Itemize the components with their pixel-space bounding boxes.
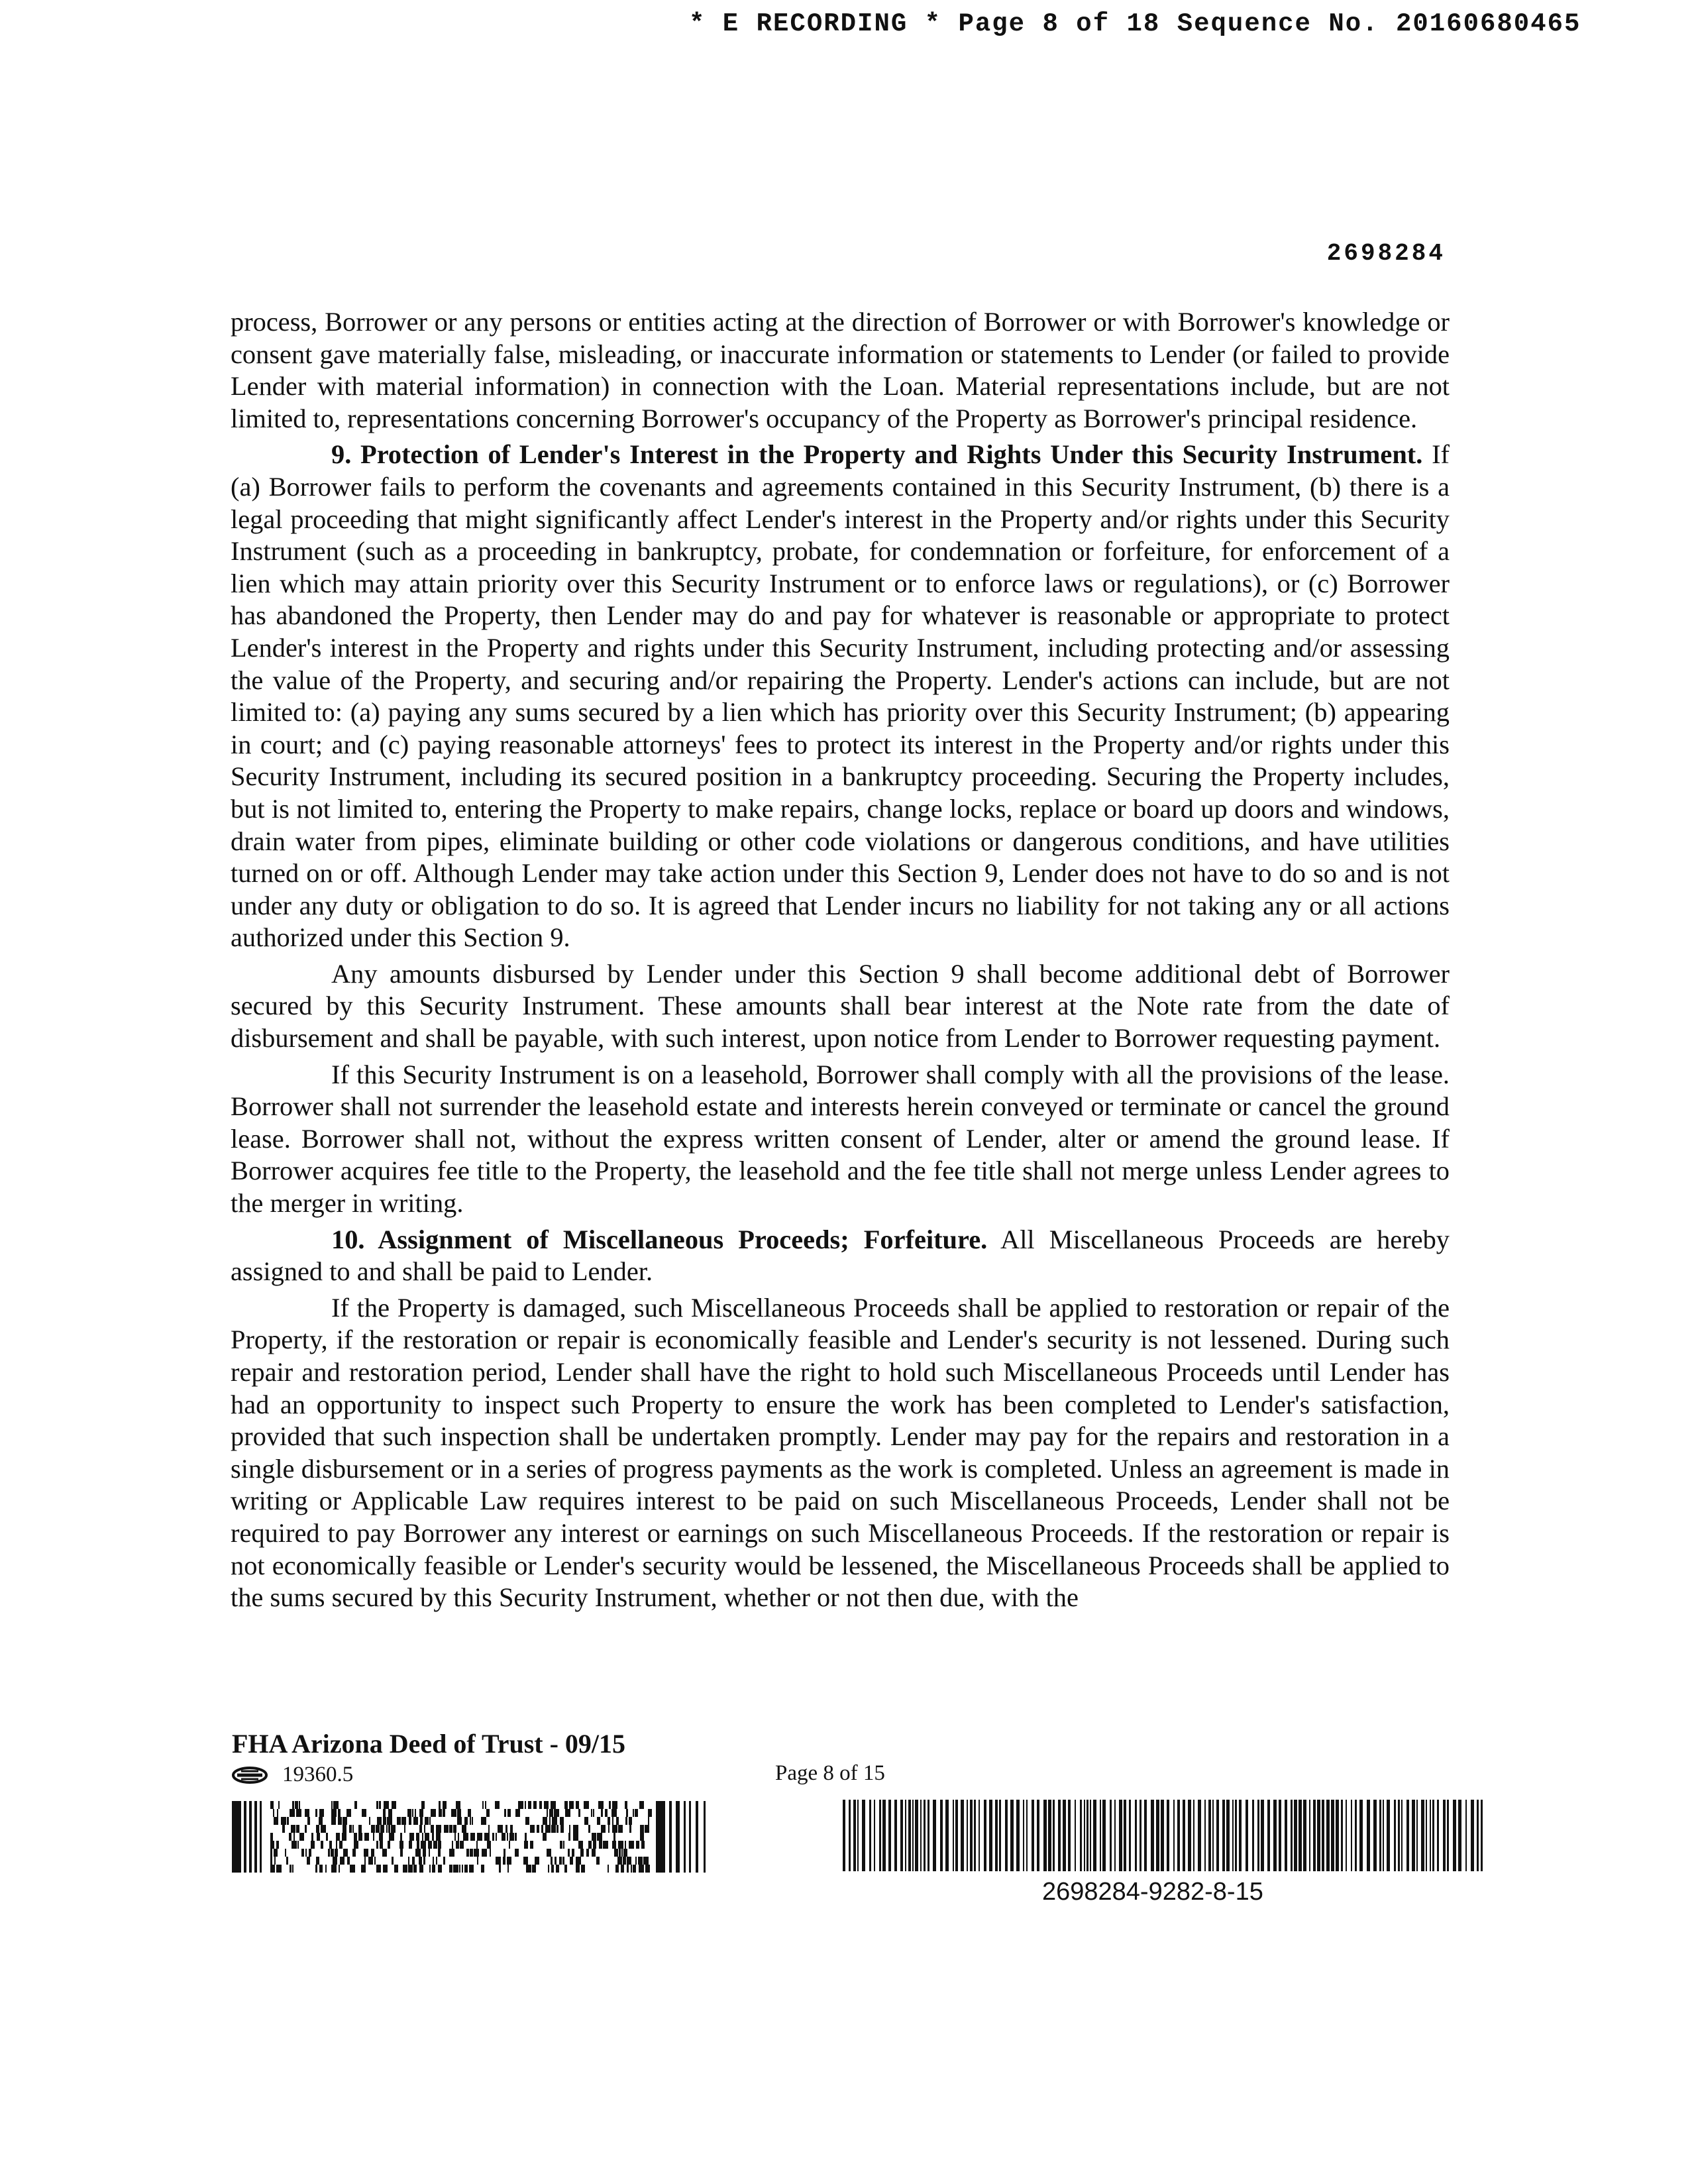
form-code: 19360.5	[282, 1763, 354, 1786]
paragraph-text: All Miscellaneous Proceeds are hereby assigned to and shall be paid to Lender.	[231, 1224, 1450, 1287]
pdf417-barcode	[232, 1801, 722, 1873]
ellie-mae-logo-icon	[232, 1767, 268, 1784]
section-9-paragraph	[231, 439, 1450, 954]
paragraph-text: If (a) Borrower fails to perform the covenants and agreements contained in this Security Instrument, (b) there is a legal proceeding that might significantly affect Lender's interest in the Property and/or rights under this Security Instrument (such as a proceeding in bankruptcy, probate, for condemnation or forfeiture, for enforcement of a lien which may attain priority over this Security Instrument or to enforce laws or regulations), or (c) Borrower has abandoned the Property, then Lender may do and pay for whatever is reasonable or appropriate to protect Lender's interest in the Property and rights under this Security Instrument, including protecting and/or assessing the value of the Property, and securing and/or repairing the Property. Lender's actions can include, but are not limited to: (a) paying any sums secured by a lien which has priority over this Security Instrument; (b) appearing in court; and (c) paying reasonable attorneys' fees to protect its interest in the Property and/or rights under this Security Instrument, including its secured position in a bankruptcy proceeding. Securing the Property includes, but is not limited to, entering the Property to make repairs, change locks, replace or board up doors and windows, drain water from pipes, eliminate building or other code violations or dangerous conditions, and have utilities turned on or off. Although Lender may take action under this Section 9, Lender does not have to do so and is not under any duty or obligation to do so. It is agreed that Lender incurs no liability for not taking any or all actions authorized under this Section 9.	[231, 439, 1450, 953]
form-code-row	[232, 1763, 353, 1787]
paragraph-text: process, Borrower or any persons or entities acting at the direction of Borrower or with Borrower's knowledge or consent gave materially false, misleading, or inaccurate information or statements to Lender (or failed to provide Lender with material information) in connection with the Loan. Material representations include, but are not limited to, representations concerning Borrower's occupancy of the Property as Borrower's principal residence.	[231, 307, 1450, 433]
section-heading: 10. Assignment of Miscellaneous Proceeds; Forfeiture.	[331, 1224, 988, 1254]
section-10-paragraph	[231, 1224, 1450, 1288]
linear-barcode	[843, 1800, 1489, 1873]
recording-stamp: * E RECORDING * Page 8 of 18 Sequence No. 20160680465	[689, 9, 1581, 38]
paragraph	[231, 958, 1450, 1055]
paragraph	[231, 1059, 1450, 1220]
loan-number: 2698284	[1326, 240, 1446, 267]
paragraph-text: If the Property is damaged, such Miscellaneous Proceeds shall be applied to restoration or repair of the Property, if the restoration or repair is economically feasible and Lender's security is not lessened. During such repair and restoration period, Lender shall have the right to hold such Miscellaneous Proceeds until Lender has had an opportunity to inspect such Property to ensure the work has been completed to Lender's satisfaction, provided that such inspection shall be undertaken promptly. Lender may pay for the repairs and restoration in a single disbursement or in a series of progress payments as the work is completed. Unless an agreement is made in writing or Applicable Law requires interest to be paid on such Miscellaneous Proceeds, Lender shall not be required to pay Borrower any interest or earnings on such Miscellaneous Proceeds. If the restoration or repair is not economically feasible or Lender's security would be lessened, the Miscellaneous Proceeds shall be applied to the sums secured by this Security Instrument, whether or not then due, with the	[231, 1292, 1450, 1613]
paragraph	[231, 1292, 1450, 1614]
section-heading: 9. Protection of Lender's Interest in the Property and Rights Under this Security Instrument.	[331, 439, 1423, 470]
page-number: Page 8 of 15	[775, 1761, 885, 1785]
barcode-caption: 2698284-9282-8-15	[1042, 1878, 1263, 1906]
form-title: FHA Arizona Deed of Trust - 09/15	[232, 1729, 626, 1759]
paragraph-text: If this Security Instrument is on a leasehold, Borrower shall comply with all the provisions of the lease. Borrower shall not surrender the leasehold estate and interests herein conveyed or terminate or cancel the ground lease. Borrower shall not, without the express written consent of Lender, alter or amend the ground lease. If Borrower acquires fee title to the Property, the leasehold and the fee title shall not merge unless Lender agrees to the merger in writing.	[231, 1059, 1450, 1219]
document-body	[231, 306, 1450, 1618]
paragraph-text: Any amounts disbursed by Lender under this Section 9 shall become additional debt of Borrower secured by this Security Instrument. These amounts shall bear interest at the Note rate from the date of disbursement and shall be payable, with such interest, upon notice from Lender to Borrower requesting payment.	[231, 958, 1450, 1054]
paragraph	[231, 306, 1450, 435]
